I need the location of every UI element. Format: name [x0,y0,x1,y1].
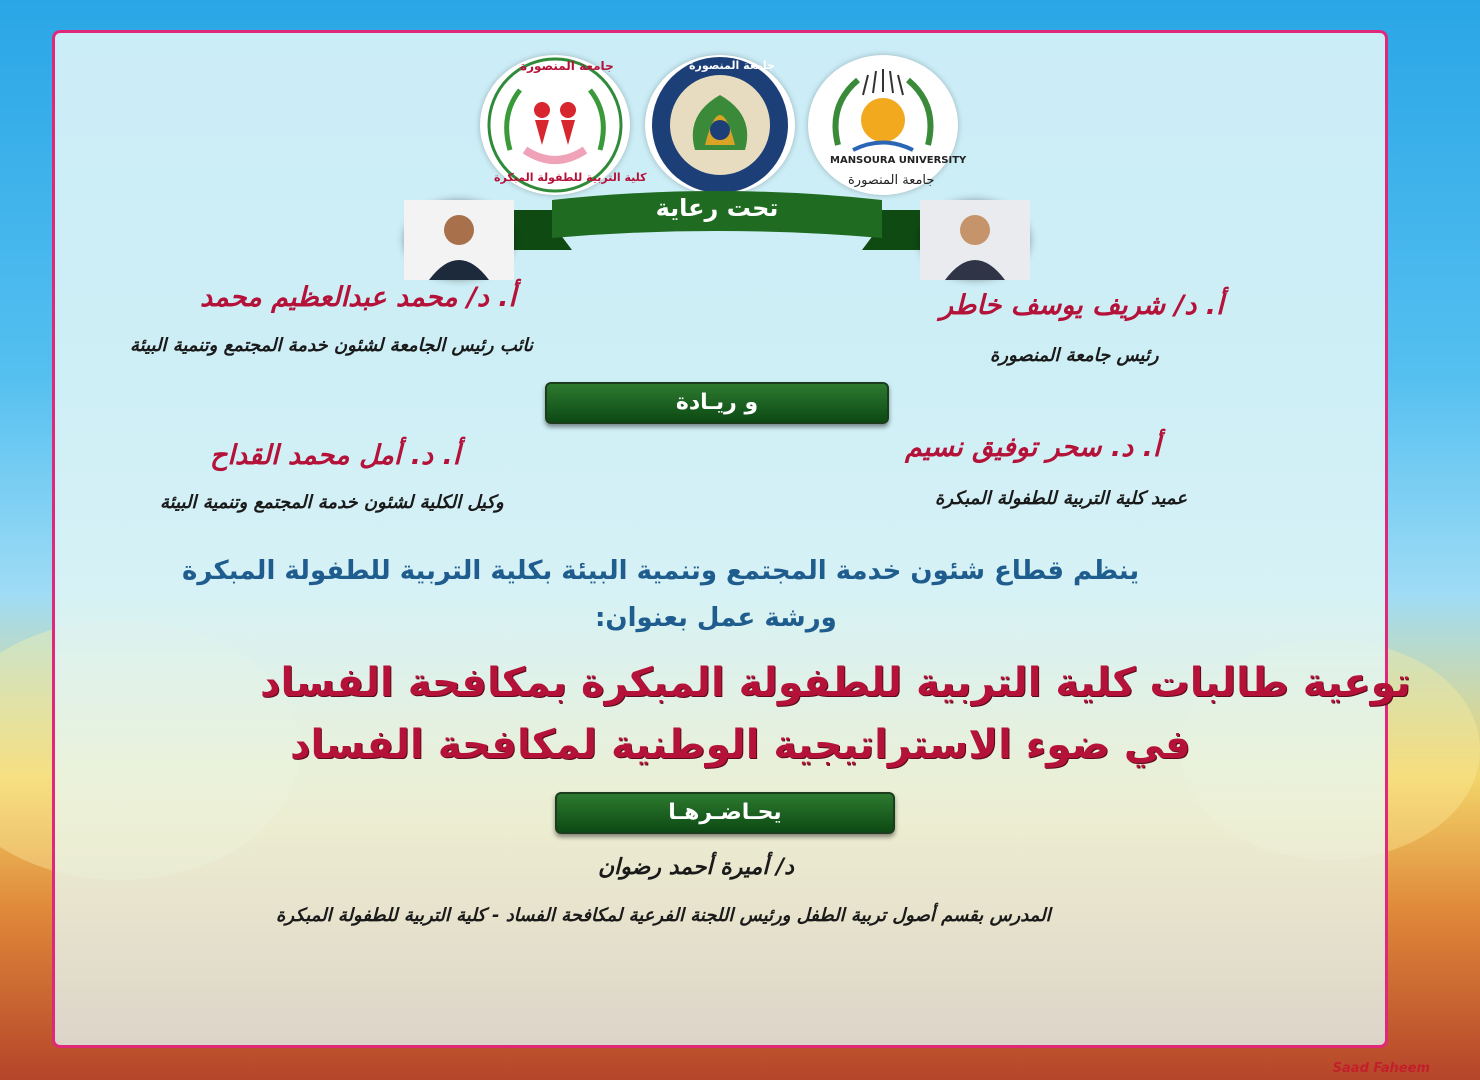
leader-left-name: أ. د. أمل محمد القداح [210,440,461,471]
patron-right-photo [920,200,1030,280]
college-logo-top-text: جامعة المنصورة [520,59,614,73]
intro-line-2: ورشة عمل بعنوان: [595,603,837,633]
patron-left-photo [404,200,514,280]
patron-right-role: رئيس جامعة المنصورة [990,345,1159,366]
leader-right-name: أ. د. سحر توفيق نسيم [905,432,1161,463]
intro-line-1: ينظم قطاع شئون خدمة المجتمع وتنمية البيئة بكلية التربية للطفولة المبكرة [182,556,1140,586]
patron-left-name: أ. د/ محمد عبدالعظيم محمد [200,282,517,313]
leadership-box [545,382,889,424]
workshop-title-line-2: في ضوء الاستراتيجية الوطنية لمكافحة الفساد [290,722,1191,768]
lecturer-box [555,792,895,834]
patron-right-name: أ. د/ شريف يوسف خاطر [940,290,1224,321]
leader-left-role: وكيل الكلية لشئون خدمة المجتمع وتنمية البيئة [160,492,504,513]
sector-logo [645,55,795,195]
leadership-label: و ريـادة [675,390,759,415]
designer-signature: Saad Faheem [1332,1061,1430,1076]
college-logo-bottom-text: كلية التربية للطفولة المبكرة [494,171,647,184]
patron-left-role: نائب رئيس الجامعة لشئون خدمة المجتمع وتنمية البيئة [130,335,534,356]
lecturer-box-label: يحـاضـرهـا [668,800,782,825]
patronage-ribbon [512,180,922,264]
workshop-title-line-1: توعية طالبات كلية التربية للطفولة المبكرة بمكافحة الفساد [260,660,1411,706]
lecturer-name: د/ أميرة أحمد رضوان [598,855,794,880]
college-logo [480,55,647,195]
university-logo [808,55,967,195]
sector-logo-top-text: جامعة المنصورة [689,59,775,72]
university-logo-en-text: MANSOURA UNIVERSITY [830,155,967,166]
patronage-label: تحت رعاية [655,194,779,222]
leader-right-role: عميد كلية التربية للطفولة المبكرة [935,488,1188,509]
university-logo-ar-text: جامعة المنصورة [848,173,935,188]
lecturer-role: المدرس بقسم أصول تربية الطفل ورئيس اللجنة الفرعية لمكافحة الفساد - كلية التربية للطفولة المبكرة [276,905,1051,926]
